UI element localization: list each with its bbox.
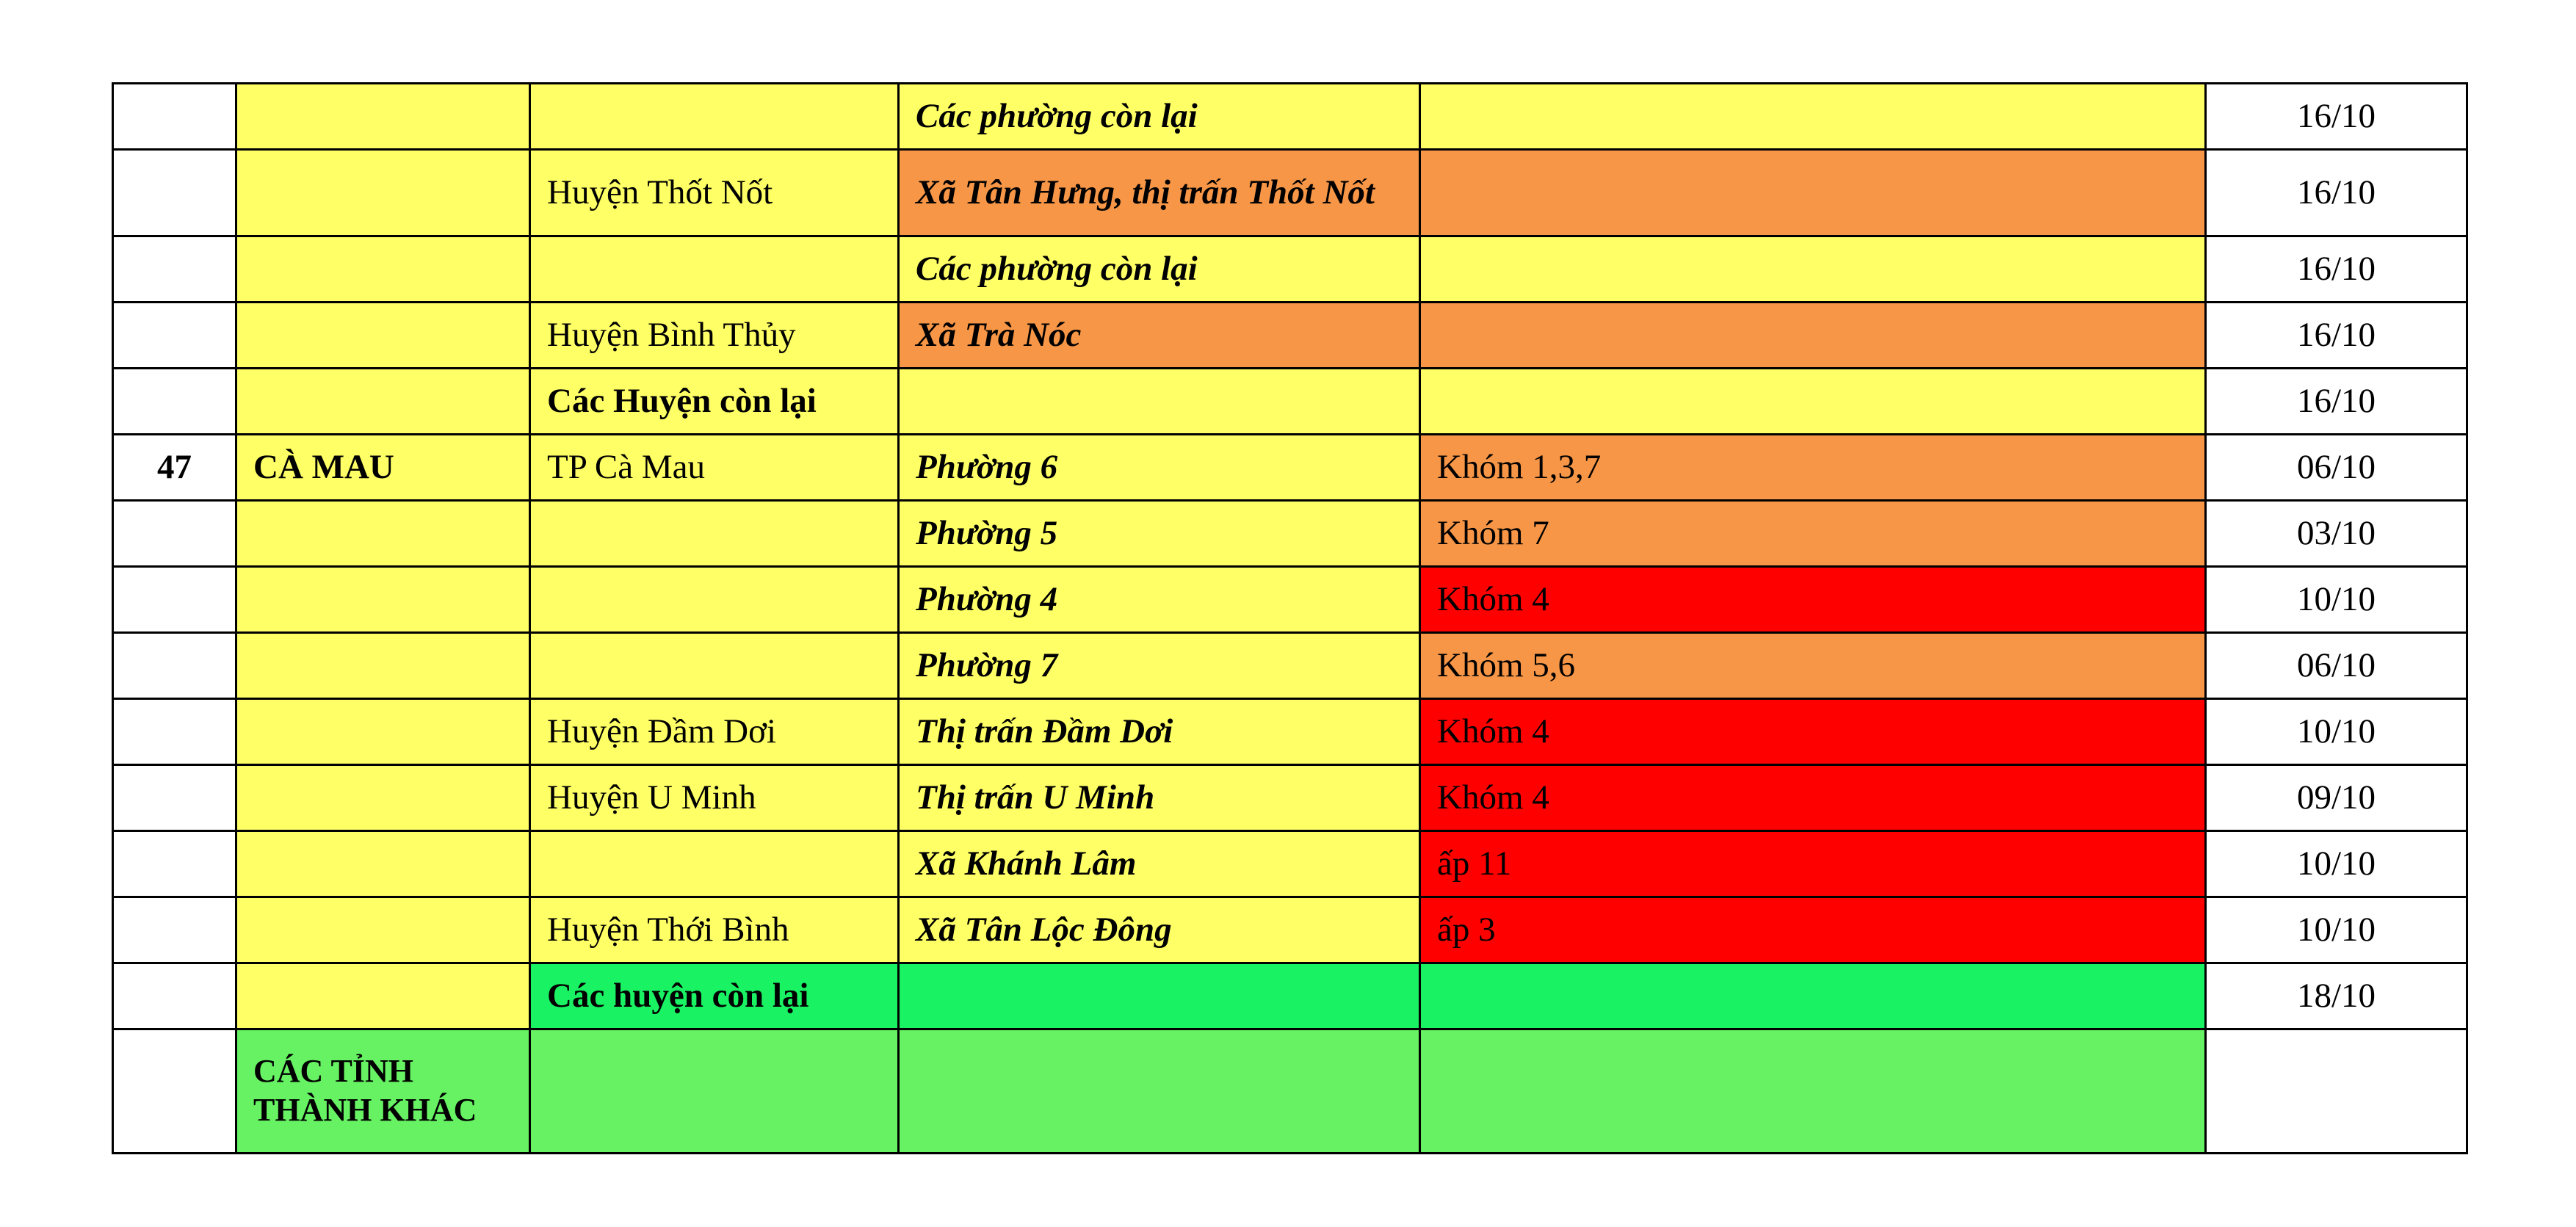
district-cell bbox=[530, 633, 899, 699]
table-row bbox=[113, 633, 2467, 699]
table-row bbox=[113, 435, 2467, 501]
date-cell: 10/10 bbox=[2206, 567, 2467, 633]
ward-cell: Phường 4 bbox=[899, 567, 1420, 633]
stt-cell bbox=[113, 501, 236, 567]
table-row bbox=[113, 897, 2467, 963]
date-cell: 10/10 bbox=[2206, 699, 2467, 765]
district-cell: TP Cà Mau bbox=[530, 435, 899, 501]
date-cell: 16/10 bbox=[2206, 150, 2467, 236]
stt-cell bbox=[113, 633, 236, 699]
table-row bbox=[113, 699, 2467, 765]
stt-cell: 47 bbox=[113, 435, 236, 501]
ward-cell: Thị trấn U Minh bbox=[899, 765, 1420, 831]
district-cell bbox=[530, 1029, 899, 1154]
table-row bbox=[113, 236, 2467, 303]
hamlet-cell bbox=[1420, 1029, 2206, 1154]
table-row bbox=[113, 963, 2467, 1029]
table-row bbox=[113, 369, 2467, 435]
province-cell: CÀ MAU bbox=[236, 435, 530, 501]
hamlet-cell bbox=[1420, 150, 2206, 236]
stt-cell bbox=[113, 303, 236, 369]
ward-cell: Phường 6 bbox=[899, 435, 1420, 501]
province-cell bbox=[236, 369, 530, 435]
table-row bbox=[113, 150, 2467, 236]
province-cell bbox=[236, 150, 530, 236]
hamlet-cell bbox=[1420, 84, 2206, 150]
covid-risk-table bbox=[112, 82, 2468, 1154]
stt-cell bbox=[113, 963, 236, 1029]
date-cell: 18/10 bbox=[2206, 963, 2467, 1029]
province-cell bbox=[236, 501, 530, 567]
province-cell bbox=[236, 633, 530, 699]
district-cell: Huyện U Minh bbox=[530, 765, 899, 831]
date-cell bbox=[2206, 1029, 2467, 1154]
ward-cell: Xã Tân Hưng, thị trấn Thốt Nốt bbox=[899, 150, 1420, 236]
stt-cell bbox=[113, 1029, 236, 1154]
table-row bbox=[113, 501, 2467, 567]
stt-cell bbox=[113, 236, 236, 303]
district-cell bbox=[530, 236, 899, 303]
hamlet-cell bbox=[1420, 963, 2206, 1029]
stt-cell bbox=[113, 150, 236, 236]
table-row bbox=[113, 765, 2467, 831]
stt-cell bbox=[113, 831, 236, 897]
ward-cell: Các phường còn lại bbox=[899, 236, 1420, 303]
ward-cell: Xã Trà Nóc bbox=[899, 303, 1420, 369]
stt-cell bbox=[113, 84, 236, 150]
hamlet-cell: Khóm 4 bbox=[1420, 765, 2206, 831]
table-row bbox=[113, 1029, 2467, 1154]
document-page bbox=[112, 82, 2468, 1154]
date-cell: 10/10 bbox=[2206, 897, 2467, 963]
province-cell bbox=[236, 303, 530, 369]
date-cell: 06/10 bbox=[2206, 633, 2467, 699]
province-cell bbox=[236, 831, 530, 897]
ward-cell: Phường 5 bbox=[899, 501, 1420, 567]
date-cell: 16/10 bbox=[2206, 84, 2467, 150]
table-row bbox=[113, 303, 2467, 369]
ward-cell: Các phường còn lại bbox=[899, 84, 1420, 150]
province-cell bbox=[236, 897, 530, 963]
province-cell bbox=[236, 699, 530, 765]
date-cell: 16/10 bbox=[2206, 236, 2467, 303]
province-cell bbox=[236, 236, 530, 303]
date-cell: 09/10 bbox=[2206, 765, 2467, 831]
district-cell: Các huyện còn lại bbox=[530, 963, 899, 1029]
stt-cell bbox=[113, 765, 236, 831]
date-cell: 06/10 bbox=[2206, 435, 2467, 501]
district-cell: Huyện Thới Bình bbox=[530, 897, 899, 963]
hamlet-cell bbox=[1420, 236, 2206, 303]
table-row bbox=[113, 831, 2467, 897]
hamlet-cell: Khóm 5,6 bbox=[1420, 633, 2206, 699]
province-cell bbox=[236, 963, 530, 1029]
table-row bbox=[113, 567, 2467, 633]
district-cell bbox=[530, 831, 899, 897]
hamlet-cell: Khóm 1,3,7 bbox=[1420, 435, 2206, 501]
province-cell bbox=[236, 567, 530, 633]
stt-cell bbox=[113, 897, 236, 963]
province-cell bbox=[236, 765, 530, 831]
date-cell: 16/10 bbox=[2206, 369, 2467, 435]
district-cell bbox=[530, 567, 899, 633]
hamlet-cell: ấp 3 bbox=[1420, 897, 2206, 963]
ward-cell: Xã Tân Lộc Đông bbox=[899, 897, 1420, 963]
date-cell: 16/10 bbox=[2206, 303, 2467, 369]
stt-cell bbox=[113, 699, 236, 765]
district-cell bbox=[530, 501, 899, 567]
district-cell: Huyện Thốt Nốt bbox=[530, 150, 899, 236]
date-cell: 10/10 bbox=[2206, 831, 2467, 897]
district-cell bbox=[530, 84, 899, 150]
ward-cell: Phường 7 bbox=[899, 633, 1420, 699]
district-cell: Huyện Bình Thủy bbox=[530, 303, 899, 369]
stt-cell bbox=[113, 369, 236, 435]
district-cell: Các Huyện còn lại bbox=[530, 369, 899, 435]
ward-cell: Xã Khánh Lâm bbox=[899, 831, 1420, 897]
ward-cell bbox=[899, 1029, 1420, 1154]
ward-cell: Thị trấn Đầm Dơi bbox=[899, 699, 1420, 765]
province-cell: CÁC TỈNH THÀNH KHÁC bbox=[236, 1029, 530, 1154]
ward-cell bbox=[899, 369, 1420, 435]
province-cell bbox=[236, 84, 530, 150]
table-row bbox=[113, 84, 2467, 150]
date-cell: 03/10 bbox=[2206, 501, 2467, 567]
hamlet-cell: ấp 11 bbox=[1420, 831, 2206, 897]
hamlet-cell: Khóm 7 bbox=[1420, 501, 2206, 567]
hamlet-cell bbox=[1420, 303, 2206, 369]
ward-cell bbox=[899, 963, 1420, 1029]
hamlet-cell bbox=[1420, 369, 2206, 435]
hamlet-cell: Khóm 4 bbox=[1420, 567, 2206, 633]
hamlet-cell: Khóm 4 bbox=[1420, 699, 2206, 765]
district-cell: Huyện Đầm Dơi bbox=[530, 699, 899, 765]
stt-cell bbox=[113, 567, 236, 633]
